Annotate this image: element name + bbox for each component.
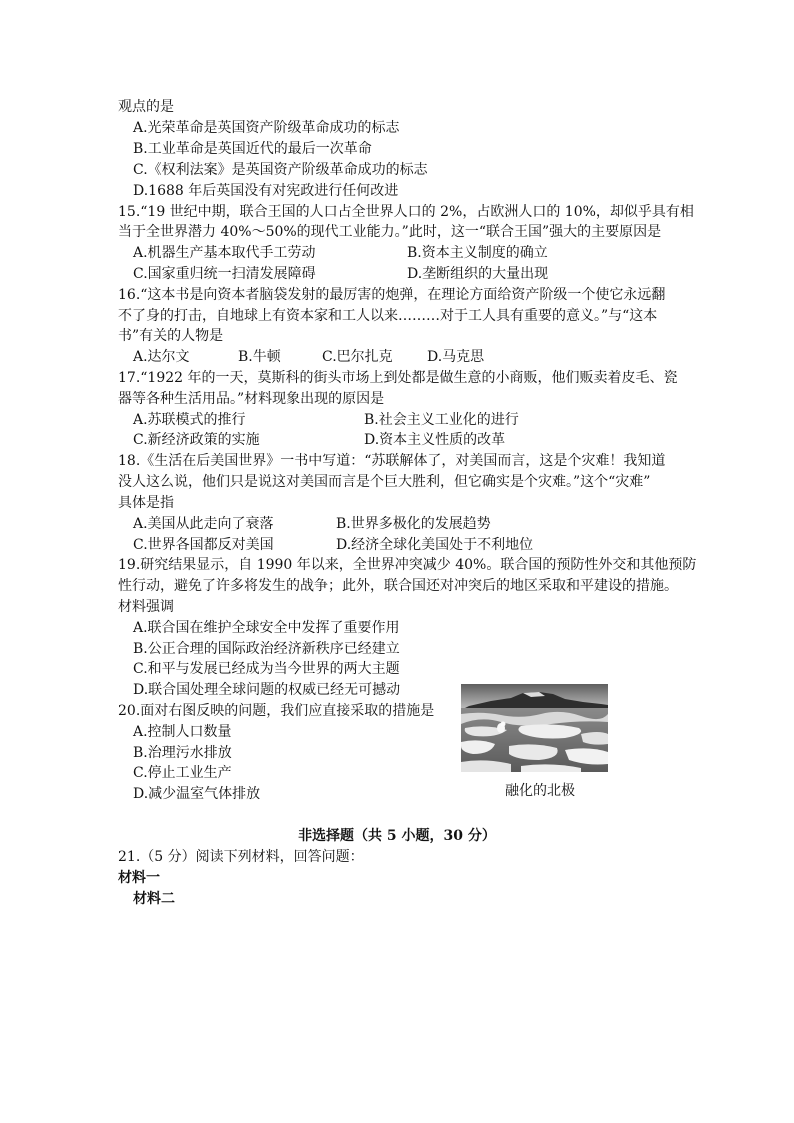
q18-option-a: A.美国从此走向了衰落 [133,516,274,532]
question-20-stem: 20.面对右图反映的问题，我们应直接采取的措施是 [118,703,435,719]
question-18-stem-line2: 没人这么说，他们只是说这对美国而言是个巨大胜利，但它确实是个灾难。”这个“灾难” [118,474,651,490]
q14-option-b: B.工业革命是英国近代的最后一次革命 [133,141,372,157]
q18-option-b: B.世界多极化的发展趋势 [336,516,491,532]
question-14-stem-tail: 观点的是 [118,99,174,115]
question-15-stem-line1: 15.“19 世纪中期，联合王国的人口占全世界人口的 2%，占欧洲人口的 10%，却似乎具有相 [118,204,694,220]
q15-option-b: B.资本主义制度的确立 [407,245,548,261]
q15-option-a: A.机器生产基本取代手工劳动 [133,245,316,261]
q16-option-a: A.达尔文 [133,349,190,365]
question-16-stem-line3: 书”有关的人物是 [118,328,224,344]
question-21-stem: 21.（5 分）阅读下列材料，回答问题： [118,849,364,865]
question-17-stem-line2: 器等各种生活用品。”材料现象出现的原因是 [118,391,385,407]
q17-option-b: B.社会主义工业化的进行 [364,412,519,428]
q19-option-a: A.联合国在维护全球安全中发挥了重要作用 [133,620,400,636]
q20-option-c: C.停止工业生产 [133,765,232,781]
question-19-stem-line2: 性行动，避免了许多将发生的战争；此外，联合国还对冲突后的地区采取和平建设的措施。 [118,578,678,594]
material-2-label: 材料二 [133,891,175,907]
q17-option-d: D.资本主义性质的改革 [364,432,506,448]
q18-option-c: C.世界各国都反对美国 [133,537,274,553]
q14-option-c: C.《权利法案》是英国资产阶级革命成功的标志 [133,162,428,178]
q17-option-c: C.新经济政策的实施 [133,432,260,448]
question-15-stem-line2: 当于全世界潜力 40%～50%的现代工业能力。”此时，这一“联合王国”强大的主要原因是 [118,224,662,240]
q14-option-d: D.1688 年后英国没有对宪政进行任何改进 [133,183,399,199]
q16-option-b: B.牛顿 [238,349,281,365]
material-1-label: 材料一 [118,870,160,886]
q15-option-c: C.国家重归统一扫清发展障碍 [133,266,316,282]
q20-option-a: A.控制人口数量 [133,724,232,740]
q19-option-d: D.联合国处理全球问题的权威已经无可撼动 [133,682,401,698]
question-19-stem-line3: 材料强调 [118,599,174,615]
q16-option-d: D.马克思 [427,349,485,365]
q17-option-a: A.苏联模式的推行 [133,412,246,428]
question-19-stem-line1: 19.研究结果显示，自 1990 年以来，全世界冲突减少 40%。联合国的预防性外交和其他预防 [118,557,697,573]
question-18-stem-line1: 18.《生活在后美国世界》一书中写道：“苏联解体了，对美国而言，这是个灾难！我知道 [118,453,666,469]
q20-option-d: D.减少温室气体排放 [133,786,261,802]
question-18-stem-line3: 具体是指 [118,495,174,511]
q16-option-c: C.巴尔扎克 [322,349,393,365]
q19-option-b: B.公正合理的国际政治经济新秩序已经建立 [133,641,400,657]
q14-option-a: A.光荣革命是英国资产阶级革命成功的标志 [133,120,400,136]
q19-option-c: C.和平与发展已经成为当今世界的两大主题 [133,661,400,677]
melting-arctic-photo [461,684,608,772]
question-17-stem-line1: 17.“1922 年的一天，莫斯科的街头市场上到处都是做生意的小商贩，他们贩卖着皮毛、瓷 [118,370,678,386]
figure-caption: 融化的北极 [505,783,575,799]
question-16-stem-line1: 16.“这本书是向资本者脑袋发射的最厉害的炮弹，在理论方面给资产阶级一个使它永远翻 [118,287,666,303]
q15-option-d: D.垄断组织的大量出现 [407,266,549,282]
question-16-stem-line2: 不了身的打击，自地球上有资本家和工人以来………对于工人具有重要的意义。”与“这本 [118,308,658,324]
q20-option-b: B.治理污水排放 [133,745,232,761]
section-title: 非选择题（共 5 小题，30 分） [298,828,496,844]
q18-option-d: D.经济全球化美国处于不利地位 [336,537,534,553]
